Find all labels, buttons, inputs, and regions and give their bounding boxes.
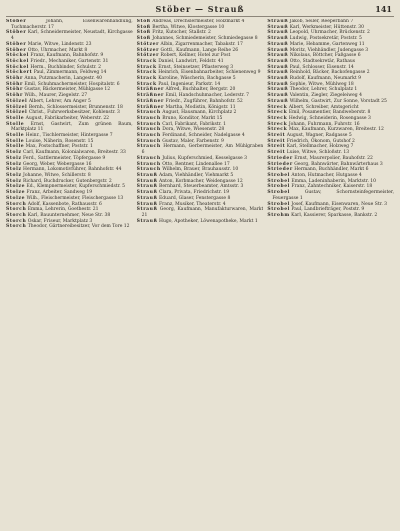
entry-name: Strack <box>136 81 157 87</box>
entry-name: Strauch <box>136 144 161 150</box>
entry-text: Hedwig, Schneiderin, Rosengasse 3 <box>288 115 371 121</box>
entry-text: Wilhelm, Brauer, Brauhausstr. 10 <box>162 167 239 173</box>
entry-text: Gottl., Kaufmann, Lange Reihe 26 <box>160 47 239 53</box>
entry-name: Stoß <box>136 19 151 24</box>
entry-name: Stoß <box>136 30 151 36</box>
entry-name: Stöckel <box>6 58 29 64</box>
entry-name: Stolz <box>6 178 22 184</box>
entry-name: Stöhr <box>6 93 23 99</box>
entry-name: Strauß <box>267 64 289 70</box>
entry-name: Strauß <box>267 58 289 64</box>
entry-name: Strieder <box>267 161 293 167</box>
entry-name: Streit <box>267 133 286 139</box>
entry-text: Jakob, Seiler, Reeperbahn 7 <box>289 19 354 24</box>
entry-text: Franz, Arbeiter, Sandweg 19 <box>26 190 93 196</box>
entry-text: Wilh., Fleischermeister, Fleischergasse 13 <box>26 195 124 201</box>
entry-name: Streck <box>267 121 288 127</box>
entry-text: Emil, Posamentier, Bandweberstr. 8 <box>288 110 371 116</box>
entry-text: Louise, Näherin, Rosenstr. 15 <box>25 138 94 144</box>
entry-name: Stolle <box>6 133 25 139</box>
entry-name: Stöhr <box>6 87 23 93</box>
entry-text: Reinhold, Bäcker, Backofengasse 2 <box>289 70 370 76</box>
entry-name: Stolz <box>6 172 22 178</box>
entry-text: Marie, Witwe, Lindenstr. 23 <box>27 41 92 47</box>
entry-text: Oskar, Friseur, Marktplatz 3 <box>27 218 93 224</box>
entry-text: Ernst, Maurerpolier, Bauhofstr. 22 <box>294 155 373 161</box>
entry-name: Strieder <box>267 155 293 161</box>
entry-text: Ludwig, Postsekretär, Poststr. 5 <box>289 36 362 42</box>
entry-text: Otto, Stadtsekretär, Rathaus <box>289 58 356 64</box>
entry-name: Strack <box>136 64 157 70</box>
entry-name: Stöber <box>6 30 27 36</box>
entry-name: Strauß <box>267 53 289 59</box>
entry-text: Luise, Witwe, Schloßstr. 13 <box>286 150 350 156</box>
entry-name: Strauch <box>136 138 161 144</box>
entry-text: Otto, Uhrmacher, Markt 8 <box>27 47 88 53</box>
entry-name: Sträßner <box>136 87 165 93</box>
entry-name: Strauß <box>267 36 289 42</box>
entry-name: Strauß <box>267 30 289 36</box>
entry-name: Strauch <box>136 155 161 161</box>
entry-text: Ferdinand, Schneider, Nadelgasse 4 <box>162 133 245 139</box>
entry-text: Theodor, Lehrer, Schulplatz 1 <box>289 87 358 93</box>
entry-name: Stoß <box>136 24 151 30</box>
entry-text: Max, Postschaffner, Poststr. 1 <box>25 144 93 150</box>
entry-text: Albert, Schreiber, Amtsgericht <box>288 104 359 110</box>
directory-entry <box>6 30 133 41</box>
entry-text: Johann, Eisenwarenhandlung, Tuchmacherstr. 17 <box>11 19 133 30</box>
entry-text: Valentin, Ziegler, Ziegeleiweg 4 <box>289 93 362 99</box>
entry-text: Albin, Zigarrenmacher, Tabakstr. 17 <box>160 41 243 47</box>
entry-text: Bertha, Witwe, Klostergasse 10 <box>152 24 225 30</box>
entry-name: Strauß <box>267 76 289 82</box>
running-head: Stöber — Strauß <box>155 4 245 14</box>
entry-name: Strobel <box>267 190 290 196</box>
entry-text: Hermann, Buchhändler, Markt 6 <box>294 167 369 173</box>
entry-text: Karoline, Wäscherin, Bachgasse 5 <box>158 76 236 82</box>
entry-text: Hugo, Apotheker, Löwenapotheke, Markt 1 <box>159 218 258 224</box>
entry-name: Streit <box>267 144 286 150</box>
entry-text: Martha, Modistin, Königstr. 11 <box>165 104 236 110</box>
entry-name: Strauß <box>136 172 158 178</box>
entry-text: Sophie, Witwe, Mühlweg 18 <box>289 81 354 87</box>
entry-name: Stöhr <box>6 81 23 87</box>
entry-text: Robert, Kellner, Hotel zur Post <box>160 53 231 59</box>
entry-name: Stolze <box>6 184 26 190</box>
entry-name: Stolle <box>6 121 25 127</box>
entry-name: Stolze <box>6 190 26 196</box>
entry-name: Stolze <box>6 195 26 201</box>
entry-name: Strauß <box>267 93 289 99</box>
page-number: 141 <box>375 4 392 14</box>
entry-name: Stolle <box>6 115 25 121</box>
entry-name: Strobel <box>267 207 290 213</box>
entry-name: Strauch <box>136 133 161 139</box>
entry-text: Heinr., Tischlermeister, Hintergasse 7 <box>25 133 113 139</box>
directory-entry <box>6 122 133 133</box>
entry-name: Strauß <box>136 195 158 201</box>
entry-name: Strauch <box>136 121 161 127</box>
entry-name: Streck <box>267 115 288 121</box>
entry-text: Paul, Landbriefträger, Poststr. 9 <box>291 207 365 213</box>
entry-name: Stötzer <box>136 53 160 59</box>
entry-text: Wilh., Maurer, Ziegelstr. 27 <box>24 93 88 99</box>
column-1 <box>6 19 133 531</box>
entry-name: Stöckel <box>6 64 29 70</box>
entry-text: Albert, Lehrer, Am Anger 5 <box>28 98 91 104</box>
entry-text: Karl, Werkmeister, Hüttenstr. 30 <box>289 24 365 30</box>
entry-text: August, Hausmann, Kirchplatz 2 <box>162 110 237 116</box>
entry-name: Stolz <box>6 155 22 161</box>
entry-text: Christ., Fuhrwerksbesitzer, Kohlenstr. 3 <box>28 110 120 116</box>
entry-text: Ferd., Sattlermeister, Töpfergasse 9 <box>23 155 106 161</box>
directory-entry <box>6 224 133 230</box>
entry-text: Adam, Viehhändler, Viehmarkt 5 <box>159 172 234 178</box>
entry-text: Fritz, Kutscher, Stallstr. 2 <box>152 30 211 36</box>
entry-text: Julius, Kupferschmied, Kesselgasse 3 <box>162 155 247 161</box>
entry-text: Georg, Bahnwärter, Bahnwärterhaus 3 <box>294 161 383 167</box>
entry-name: Stöber <box>6 47 27 53</box>
entry-text: Karl, Bauunternehmer, Neue Str. 38 <box>27 212 111 218</box>
entry-name: Stolz <box>6 161 22 167</box>
entry-name: Streck <box>267 110 288 116</box>
entry-name: Stolle <box>6 144 25 150</box>
entry-text: Friedr., Mechaniker, Gartenstr. 31 <box>30 58 109 64</box>
entry-text: Gustav, Schornsteinfegermeister, Feuergasse 1 <box>272 190 394 201</box>
entry-text: Clara, Privata, Friedrichstr. 19 <box>159 190 230 196</box>
entry-name: Strauch <box>136 127 161 133</box>
entry-name: Stölzel <box>6 110 28 116</box>
entry-name: Strauß <box>267 47 289 53</box>
entry-name: Strauß <box>136 178 158 184</box>
entry-name: Stoß <box>136 36 151 42</box>
entry-name: Strack <box>136 76 157 82</box>
entry-name: Stötzer <box>136 41 160 47</box>
entry-text: Georg, Weber, Webergasse 16 <box>23 161 92 167</box>
entry-name: Streit <box>267 138 286 144</box>
entry-name: Strauß <box>267 81 289 87</box>
entry-text: Gustav, Maler, Farbenstr. 9 <box>162 138 224 144</box>
entry-name: Storch <box>6 207 27 213</box>
entry-name: Stöckel <box>6 53 29 59</box>
entry-name: Strauß <box>267 24 289 30</box>
entry-text: Leopold, Uhrmacher, Brückenstr. 2 <box>289 30 370 36</box>
directory-entry <box>6 19 133 30</box>
entry-text: Dora, Witwe, Wiesenstr. 28 <box>162 127 225 133</box>
entry-text: Paul, Schlosser, Eisenstr. 14 <box>289 64 354 70</box>
entry-name: Strauch <box>136 161 161 167</box>
entry-text: Moritz, Viehhändler, Judengasse 3 <box>289 47 369 53</box>
entry-name: Stötzer <box>136 47 160 53</box>
entry-name: Strauß <box>267 70 289 76</box>
entry-name: Strauch <box>136 115 161 121</box>
entry-name: Strauß <box>136 184 158 190</box>
entry-text: Herm., Buchbinder, Schulstr. 2 <box>30 64 101 70</box>
entry-name: Storch <box>6 224 27 230</box>
entry-name: Streit <box>267 150 286 156</box>
entry-text: Gustav, Bäckermeister, Mühlgasse 12 <box>24 87 111 93</box>
entry-name: Strauß <box>267 41 289 47</box>
entry-text: Ernst, Gastwirt, Zum grünen Baum, Marktplatz 11 <box>11 121 133 133</box>
entry-name: Streck <box>267 127 288 133</box>
entry-text: Andreas, Drechslermeister, Holzmarkt 4 <box>152 19 245 24</box>
entry-text: Friedr., Zugführer, Bahnhofstr. 52 <box>165 98 243 104</box>
entry-text: Franz, Musiker, Theaterstr. 4 <box>159 201 226 207</box>
entry-text: Hermann, Gerbermeister, Am Mühlgraben 6 <box>141 144 264 156</box>
entry-text: Friedrich, Ökonom, Gutshof 2 <box>286 138 355 144</box>
entry-name: Strack <box>136 70 157 76</box>
entry-text: Franz, Kaufmann, Bahnhofstr. 9 <box>30 53 104 59</box>
entry-name: Strauß <box>136 190 158 196</box>
entry-name: Stöckert <box>6 70 33 76</box>
entry-text: Marie, Hebamme, Gartenweg 11 <box>289 41 365 47</box>
entry-text: Anton, Korbmacher, Weidengasse 12 <box>159 178 243 184</box>
entry-text: Richard, Buchdrucker, Gutenbergstr. 2 <box>23 178 112 184</box>
entry-text: Theodor, Gärtnereibesitzer, Vor dem Tore 12 <box>27 224 130 230</box>
entry-text: Johann, Fuhrmann, Fuhrstr. 16 <box>288 121 360 127</box>
entry-text: Rudolf, Kaufmann, Neumarkt 9 <box>289 76 362 82</box>
entry-text: Nikolaus, Böttcher, Faßgasse 6 <box>289 53 361 59</box>
entry-text: Eduard, Glaser, Fenstergasse 8 <box>159 195 231 201</box>
column-3 <box>267 19 394 531</box>
entry-text: August, Wagner, Radgasse 5 <box>286 133 352 139</box>
entry-name: Strobel <box>267 178 290 184</box>
directory-entry <box>267 213 394 219</box>
directory-entry <box>137 207 264 218</box>
entry-text: Alfred, Buchhalter, Bergstr. 20 <box>165 87 236 93</box>
column-2 <box>137 19 264 531</box>
entry-text: Otto, Rentner, Lindenallee 17 <box>162 161 230 167</box>
entry-name: Strauß <box>136 218 158 224</box>
entry-name: Strauch <box>136 167 161 173</box>
entry-text: Emil, Schuhmachermeister, Hospitalstr. 6 <box>24 81 120 87</box>
entry-name: Stöhr <box>6 76 23 82</box>
entry-text: Karl, Stellmacher, Holzweg 7 <box>286 144 354 150</box>
entry-text: Wilhelm, Gastwirt, Zur Sonne, Vorstadt 25 <box>289 98 387 104</box>
entry-text: Bernh., Schlossermeister, Brunnenstr. 18 <box>28 104 123 110</box>
entry-text: Anna, Putzmacherin, Langestr. 40 <box>24 76 102 82</box>
entry-name: Sträßner <box>136 98 165 104</box>
directory-columns <box>6 19 394 531</box>
entry-text: Bruno, Konditor, Markt 15 <box>162 115 223 121</box>
directory-entry <box>137 144 264 155</box>
entry-name: Stöber <box>6 41 27 47</box>
entry-name: Strieder <box>267 167 293 173</box>
entry-name: Stolz <box>6 167 22 173</box>
entry-name: Strauß <box>136 207 158 213</box>
entry-name: Sträßner <box>136 93 165 99</box>
entry-name: Stöber <box>6 19 27 24</box>
entry-name: Strobel <box>267 172 290 178</box>
entry-text: Carl, Fabrikant, Fabrikstr. 1 <box>162 121 226 127</box>
entry-text: Paul, Zimmermann, Feldweg 14 <box>33 70 107 76</box>
entry-text: Ed., Klempnermeister, Kupferschmiedstr. 5 <box>26 184 125 190</box>
directory-entry <box>137 219 264 225</box>
entry-text: Hermann, Lokomotivführer, Bahnhofstr. 44 <box>23 167 122 173</box>
entry-name: Strauß <box>136 201 158 207</box>
entry-text: Anton, Hutmacher, Hutgasse 4 <box>291 172 362 178</box>
entry-text: Max, Kaufmann, Kurzwaren, Breitestr. 12 <box>288 127 384 133</box>
entry-text: August, Fabrikarbeiter, Weberstr. 22 <box>25 115 110 121</box>
entry-text: Ernst, Steinsetzer, Pflasterweg 3 <box>158 64 234 70</box>
entry-name: Stolle <box>6 138 25 144</box>
entry-text: Emma, Lehrerin, Goethestr. 21 <box>27 207 99 213</box>
entry-name: Sträßner <box>136 104 165 110</box>
entry-name: Stölzel <box>6 104 28 110</box>
entry-name: Storch <box>6 201 27 207</box>
entry-text: Paul, Ingenieur, Parkstr. 14 <box>158 81 221 87</box>
entry-name: Strauch <box>136 110 161 116</box>
entry-text: Adolf, Kassenbote, Rathausstr. 6 <box>27 201 102 207</box>
entry-name: Strobel <box>267 201 290 207</box>
entry-text: Emil, Handschuhmacher, Lederstr. 7 <box>165 93 250 99</box>
entry-text: Josef, Kaufmann, Eisenwaren, Neue Str. 3 <box>291 201 388 207</box>
entry-name: Strack <box>136 58 157 64</box>
entry-text: Johanne, Witwe, Schillerstr. 8 <box>23 172 91 178</box>
entry-text: Karl, Kassierer, Sparkasse, Bankstr. 2 <box>291 212 378 218</box>
directory-entry <box>267 190 394 201</box>
entry-text: Bernhard, Steuerbeamter, Amtsstr. 3 <box>159 184 244 190</box>
entry-name: Strobel <box>267 184 290 190</box>
entry-name: Strohm <box>267 212 290 218</box>
entry-name: Storch <box>6 218 27 224</box>
entry-name: Streck <box>267 104 288 110</box>
entry-text: Daniel, Landwirt, Feldstr. 41 <box>158 58 224 64</box>
entry-name: Strauß <box>267 19 289 24</box>
entry-text: Karl, Schneidermeister, Neustadt, Kirchgasse 4 <box>11 30 133 42</box>
entry-text: Heinrich, Eisenbahnarbeiter, Schienenweg 9 <box>158 70 261 76</box>
entry-name: Stolz <box>6 150 22 156</box>
entry-text: Georg, Kaufmann, Manufakturwaren, Markt 21 <box>141 207 264 218</box>
entry-name: Storch <box>6 212 27 218</box>
entry-text: Carl, Kaufmann, Kolonialwaren, Breitestr. 33 <box>23 150 126 156</box>
entry-text: Emma, Ladeninhaberin, Marktstr. 10 <box>291 178 377 184</box>
entry-name: Strauß <box>267 87 289 93</box>
entry-name: Strauß <box>267 98 289 104</box>
entry-text: Franz, Zahntechniker, Kaiserstr. 18 <box>291 184 373 190</box>
page-header <box>6 4 394 17</box>
entry-text: Johannes, Schmiedemeister, Schmiedegasse 8 <box>152 36 258 42</box>
entry-name: Stölzel <box>6 98 28 104</box>
